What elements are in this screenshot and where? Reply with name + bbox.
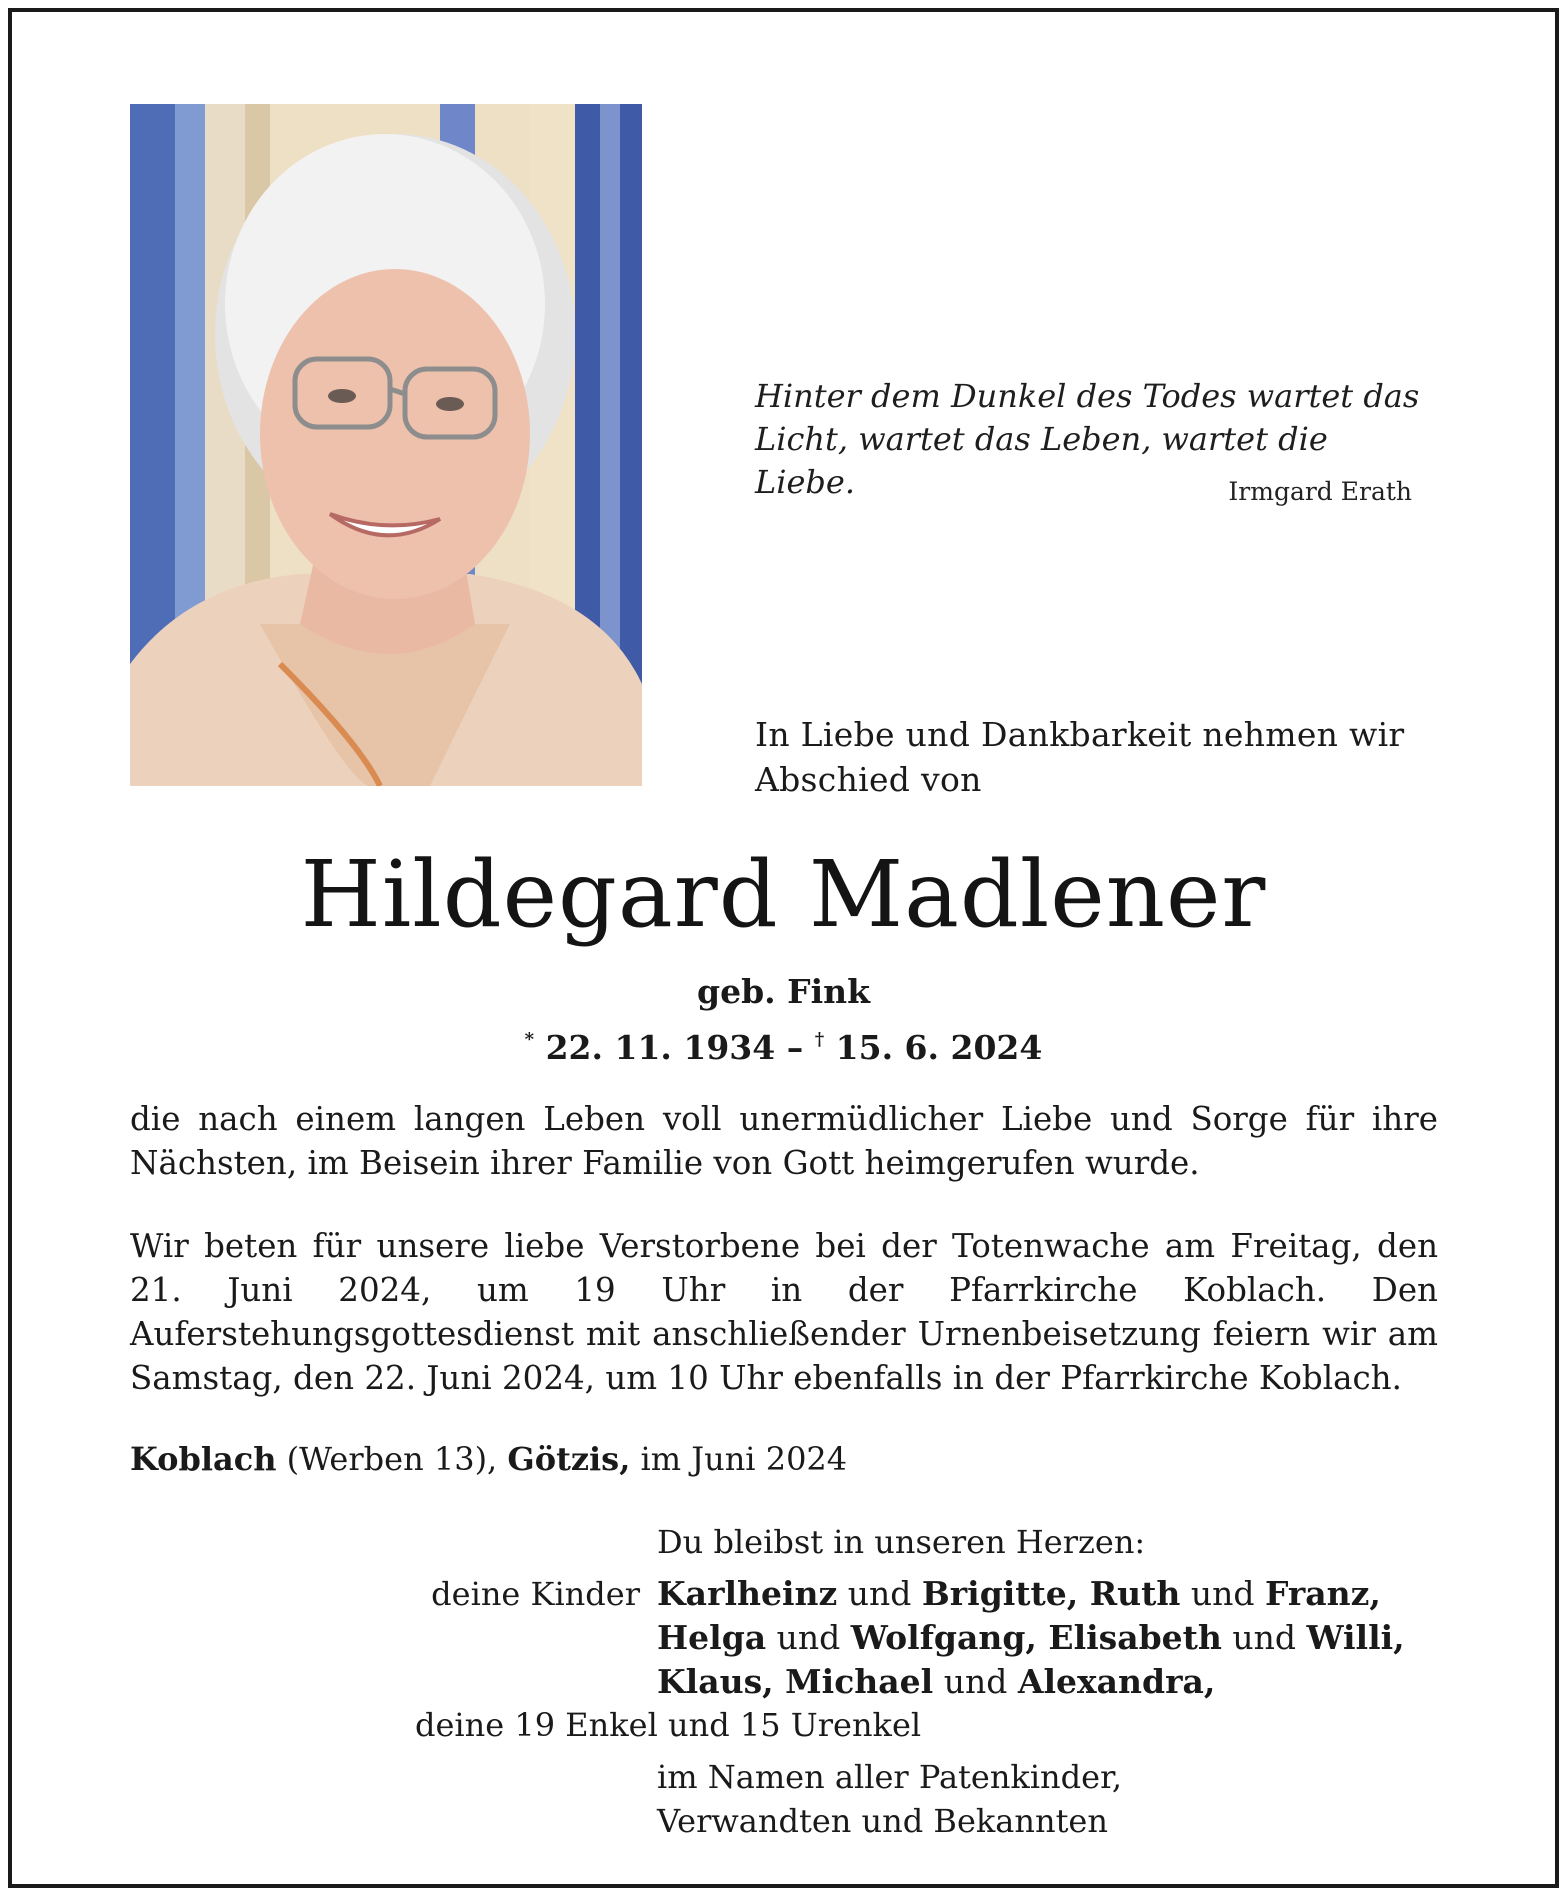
conjunction: und xyxy=(933,1662,1018,1701)
conjunction: und xyxy=(1221,1618,1307,1657)
deceased-name: Hildegard Madlener xyxy=(300,841,1267,948)
child-name: Karlheinz xyxy=(657,1574,838,1613)
children-line-2 xyxy=(657,1616,1457,1660)
children-label: deine Kinder xyxy=(431,1575,640,1613)
children-line-1 xyxy=(657,1572,1457,1616)
birth-mark: * xyxy=(524,1029,535,1050)
death-date: 15. 6. 2024 xyxy=(835,1028,1043,1067)
portrait-photo-icon xyxy=(130,104,642,786)
family-heading: Du bleibst in unseren Herzen: xyxy=(657,1523,1146,1561)
conjunction: und xyxy=(1180,1574,1266,1613)
child-name: Wolfgang, Elisabeth xyxy=(850,1618,1222,1657)
child-name: Brigitte, Ruth xyxy=(921,1574,1181,1613)
intro-line-1: In Liebe und Dankbarkeit nehmen wir xyxy=(755,715,1405,754)
children-list xyxy=(657,1572,1457,1704)
birth-date: 22. 11. 1934 xyxy=(545,1028,776,1067)
death-mark: † xyxy=(814,1029,825,1050)
child-name: Helga xyxy=(657,1618,767,1657)
children-line-3 xyxy=(657,1660,1457,1704)
maiden-name: geb. Fink xyxy=(697,972,870,1011)
town-goetzis: Götzis, xyxy=(507,1440,631,1478)
quote-line-2: Licht, wartet das Leben, wartet die Liebe. xyxy=(755,420,1328,501)
month-year: im Juni 2024 xyxy=(630,1440,848,1478)
child-name: Klaus, Michael xyxy=(657,1662,934,1701)
place-date-line xyxy=(130,1437,847,1481)
behalf-line-2: Verwandten und Bekannten xyxy=(657,1802,1108,1840)
paragraph-service: Wir beten für unsere liebe Verstorbene bei der Totenwache am Freitag, den 21. Juni 2024, um 19 Uhr in der Pfarrkirche Koblach. Den Auferstehungsgottesdienst mit anschließender Urnenbeisetzung feiern wir am Samstag, den 22. Juni 2024, um 10 Uhr ebenfalls in der Pfarrkirche Koblach. xyxy=(130,1227,1438,1397)
child-name: Franz, xyxy=(1265,1574,1381,1613)
quote-line-1: Hinter dem Dunkel des Todes wartet das xyxy=(755,377,1420,415)
date-separator: – xyxy=(775,1028,815,1067)
child-name: Alexandra, xyxy=(1017,1662,1216,1701)
conjunction: und xyxy=(837,1574,922,1613)
intro-text xyxy=(755,712,1455,802)
town-koblach: Koblach xyxy=(130,1440,277,1478)
conjunction: und xyxy=(766,1618,851,1657)
portrait-photo xyxy=(130,104,642,786)
grandchildren-line: deine 19 Enkel und 15 Urenkel xyxy=(415,1706,922,1744)
address: (Werben 13), xyxy=(276,1440,508,1478)
quote-author: Irmgard Erath xyxy=(1228,477,1412,506)
paragraph-passing: die nach einem langen Leben voll unermüdlicher Liebe und Sorge für ihre Nächsten, im Beisein ihrer Familie von Gott heimgerufen wurde. xyxy=(130,1100,1438,1182)
life-dates xyxy=(0,1019,1567,1069)
child-name: Willi, xyxy=(1306,1618,1405,1657)
intro-line-2: Abschied von xyxy=(755,760,982,799)
on-behalf-text xyxy=(657,1755,1122,1843)
behalf-line-1: im Namen aller Patenkinder, xyxy=(657,1758,1123,1796)
